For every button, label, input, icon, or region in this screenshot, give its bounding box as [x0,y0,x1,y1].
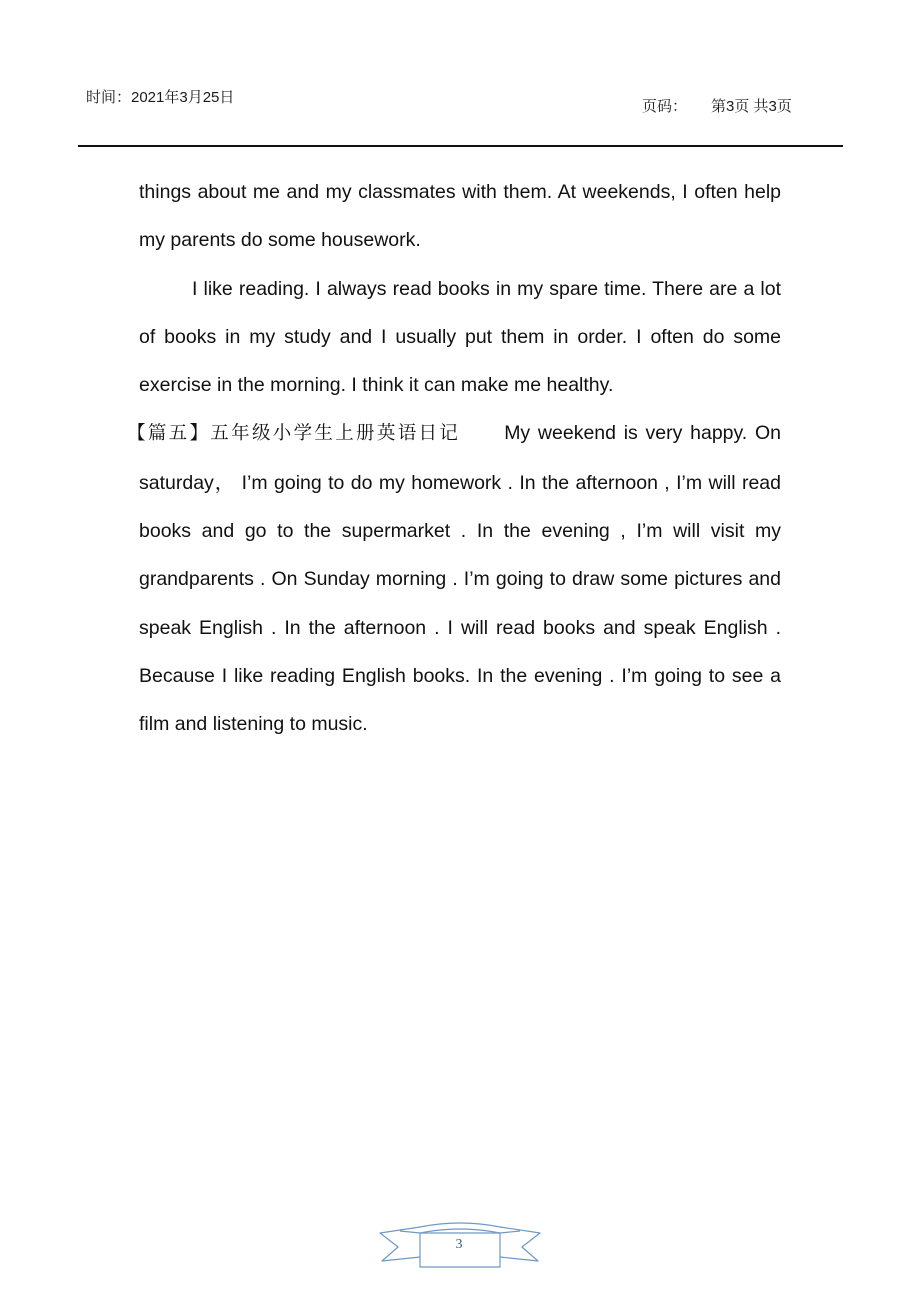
document-body [127,168,781,749]
paragraph-reading: I like reading. I always read books in my spare time. There are a lot of books in my study and I usually put them in order. I often do some exercise in the morning. I think it can make me healthy. [139,277,781,397]
page-count: 第3页 共3页 [711,98,792,115]
section-text: My weekend is very happy. On saturday， I’m going to do my homework . In the afternoon , I’m will read books and go to the supermarket . In the evening , I’m will visit my grandparents . On Sunday morning . I’m going to draw some pictures and speak English . In the afternoon . I will read books and speak English . Because I like reading English books. In the evening . I’m going to see a film and listening to music. [139,422,781,736]
section-five [127,409,781,748]
page-number: 3 [455,1237,463,1252]
section-heading: 【篇五】五年级小学生上册英语日记 [127,423,461,445]
header-date: 时间：2021年3月25日 [86,89,235,106]
page-label: 页码： [642,98,688,115]
paragraph-continuation: things about me and my classmates with them. At weekends, I often help my parents do some housework. [139,181,781,252]
header-page-info [642,97,792,116]
header-divider [78,145,843,147]
